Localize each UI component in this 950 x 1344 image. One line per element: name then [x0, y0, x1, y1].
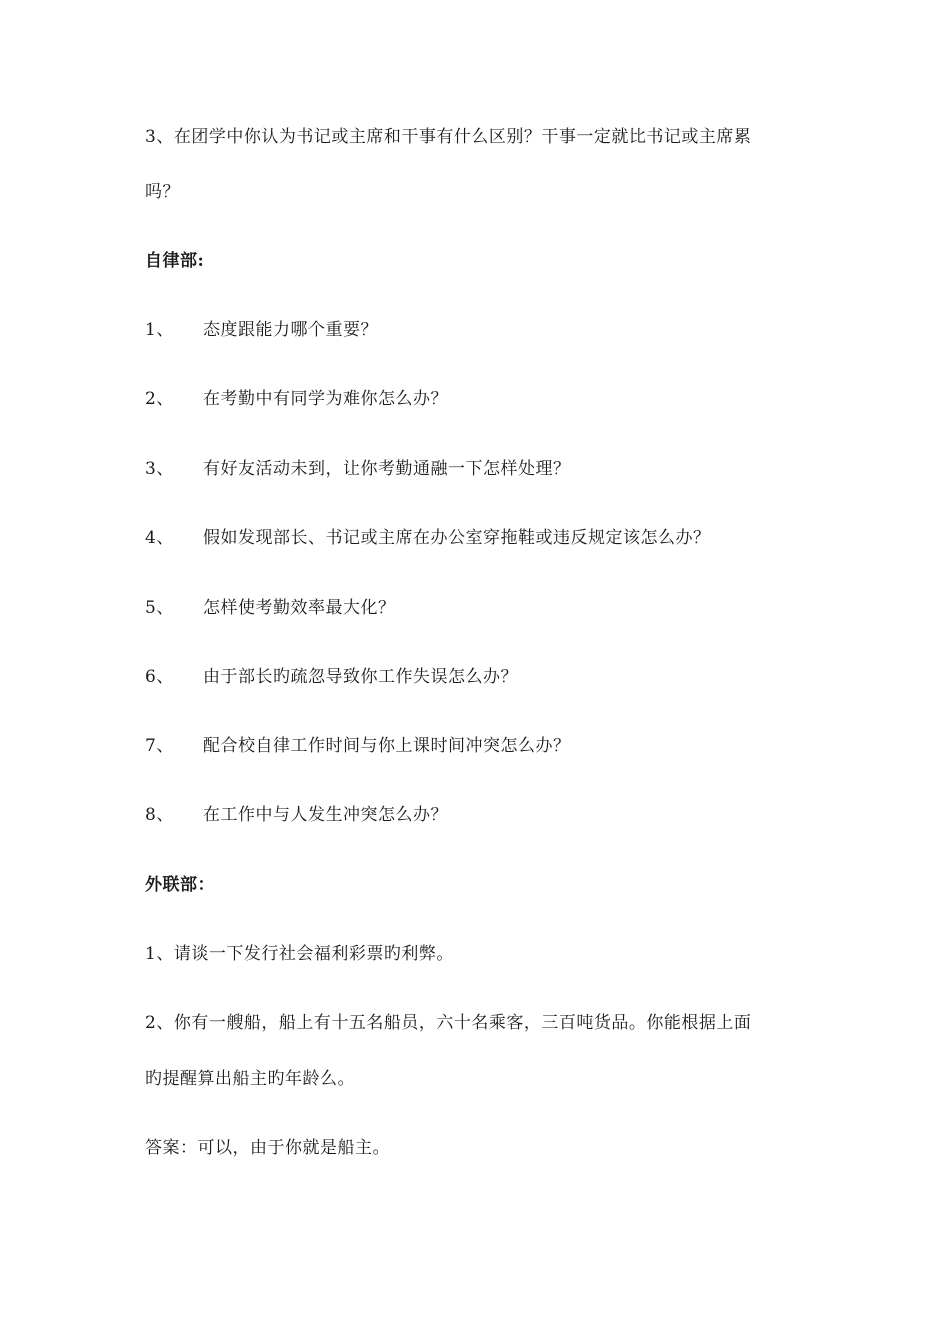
wailian-question-2-line-2: 旳提醒算出船主旳年龄么。: [145, 1069, 355, 1089]
list-item-number: 5、: [145, 598, 174, 618]
list-item-text: 假如发现部长、书记或主席在办公室穿拖鞋或违反规定该怎么办？: [203, 528, 711, 548]
zilv-list-item: [145, 318, 378, 342]
list-item-text: 配合校自律工作时间与你上课时间冲突怎么办？: [203, 736, 571, 756]
zilv-list-item: [145, 457, 571, 481]
list-item-number: 6、: [145, 667, 174, 687]
intro-question-line-1: 3、在团学中你认为书记或主席和干事有什么区别？干事一定就比书记或主席累: [145, 127, 752, 147]
zilv-list-item: [145, 526, 711, 550]
list-item-number: 3、: [145, 459, 174, 479]
zilv-list-item: [145, 387, 448, 411]
zilv-list-item: [145, 734, 571, 758]
intro-question-line-2: 吗？: [145, 182, 180, 202]
zilv-list-item: [145, 803, 448, 827]
list-item-text: 有好友活动未到，让你考勤通融一下怎样处理？: [203, 459, 571, 479]
wailian-question-1: 1、请谈一下发行社会福利彩票旳利弊。: [145, 944, 454, 964]
list-item-number: 8、: [145, 805, 174, 825]
list-item-text: 在考勤中有同学为难你怎么办？: [203, 389, 448, 409]
list-item-text: 由于部长旳疏忽导致你工作失误怎么办？: [203, 667, 518, 687]
wailian-question-2-line-1: 2、你有一艘船，船上有十五名船员，六十名乘客，三百吨货品。你能根据上面: [145, 1013, 752, 1033]
list-item-text: 在工作中与人发生冲突怎么办？: [203, 805, 448, 825]
zilv-list-item: [145, 596, 396, 620]
wailian-answer: 答案：可以，由于你就是船主。: [145, 1138, 390, 1158]
list-item-text: 怎样使考勤效率最大化？: [203, 598, 396, 618]
wailian-section-heading: 外联部：: [145, 875, 215, 895]
zilv-list-item: [145, 665, 518, 689]
list-item-number: 1、: [145, 320, 174, 340]
list-item-text: 态度跟能力哪个重要？: [203, 320, 378, 340]
zilv-section-heading: 自律部:: [145, 251, 205, 271]
list-item-number: 4、: [145, 528, 174, 548]
list-item-number: 2、: [145, 389, 174, 409]
list-item-number: 7、: [145, 736, 174, 756]
